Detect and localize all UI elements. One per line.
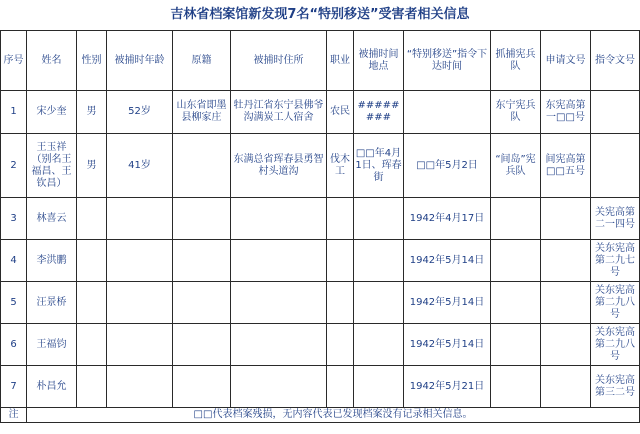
cell-sex	[77, 240, 107, 282]
cell-name: 宋少奎	[27, 91, 77, 134]
cell-sex	[77, 282, 107, 324]
cell-sex	[77, 198, 107, 240]
cell-sex: 男	[77, 91, 107, 134]
cell-residence	[231, 282, 327, 324]
cell-order-time: 1942年5月21日	[404, 366, 491, 408]
cell-origin	[173, 366, 231, 408]
cell-origin: 山东省即墨县柳家庄	[173, 91, 231, 134]
cell-job: 伐木工	[327, 134, 354, 198]
cell-arrest: □□年4月1日、珲春街	[354, 134, 404, 198]
cell-origin	[173, 282, 231, 324]
col-header-no: 序号	[1, 31, 27, 91]
col-header-order-time: “特别移送”指令下达时间	[404, 31, 491, 91]
cell-residence	[231, 240, 327, 282]
cell-unit	[491, 282, 541, 324]
cell-order-no: 关宪高第二一四号	[591, 198, 640, 240]
cell-age	[107, 324, 173, 366]
cell-job	[327, 282, 354, 324]
cell-residence	[231, 324, 327, 366]
cell-unit	[491, 198, 541, 240]
table-row	[1, 240, 640, 282]
cell-age	[107, 240, 173, 282]
cell-apply-no: 间宪高第□□五号	[541, 134, 591, 198]
cell-unit: 东宁宪兵队	[491, 91, 541, 134]
cell-sex	[77, 324, 107, 366]
cell-age: 52岁	[107, 91, 173, 134]
header-row	[1, 31, 640, 91]
cell-unit	[491, 240, 541, 282]
victims-table	[0, 30, 640, 423]
col-header-age: 被捕时年龄	[107, 31, 173, 91]
cell-job	[327, 324, 354, 366]
table-row	[1, 324, 640, 366]
cell-origin	[173, 240, 231, 282]
cell-sex	[77, 366, 107, 408]
cell-order-no: 关东宪高第二九七号	[591, 240, 640, 282]
cell-name: 王福钧	[27, 324, 77, 366]
cell-age: 41岁	[107, 134, 173, 198]
note-row	[1, 408, 640, 423]
cell-age	[107, 198, 173, 240]
cell-arrest	[354, 366, 404, 408]
cell-order-time: 1942年5月14日	[404, 324, 491, 366]
cell-job	[327, 366, 354, 408]
cell-residence	[231, 366, 327, 408]
col-header-job: 职业	[327, 31, 354, 91]
cell-residence	[231, 198, 327, 240]
cell-job	[327, 240, 354, 282]
cell-order-no: 关东宪高第二九八号	[591, 282, 640, 324]
table-row	[1, 282, 640, 324]
table-row	[1, 134, 640, 198]
cell-unit	[491, 366, 541, 408]
cell-order-time: □□年5月2日	[404, 134, 491, 198]
cell-origin	[173, 198, 231, 240]
cell-apply-no: 东宪高第一□□号	[541, 91, 591, 134]
cell-name: 王玉祥（别名王福昌、王钦昌）	[27, 134, 77, 198]
cell-job: 农民	[327, 91, 354, 134]
cell-no: 3	[1, 198, 27, 240]
cell-arrest	[354, 324, 404, 366]
cell-order-time	[404, 91, 491, 134]
cell-order-no: 关东宪高第三二号	[591, 366, 640, 408]
cell-order-time: 1942年5月14日	[404, 282, 491, 324]
col-header-origin: 原籍	[173, 31, 231, 91]
cell-name: 汪景桥	[27, 282, 77, 324]
col-header-order-no: 指令文号	[591, 31, 640, 91]
col-header-residence: 被捕时住所	[231, 31, 327, 91]
table-row	[1, 366, 640, 408]
cell-order-no: 关东宪高第二九八号	[591, 324, 640, 366]
cell-name: 李洪鹏	[27, 240, 77, 282]
table-row	[1, 198, 640, 240]
col-header-name: 姓名	[27, 31, 77, 91]
cell-residence: 牡丹江省东宁县佛爷沟满炭工人宿舍	[231, 91, 327, 134]
cell-no: 6	[1, 324, 27, 366]
cell-no: 4	[1, 240, 27, 282]
cell-arrest	[354, 240, 404, 282]
note-text: □□代表档案残损，无内容代表已发现档案没有记录相关信息。	[27, 408, 640, 423]
cell-age	[107, 366, 173, 408]
cell-no: 5	[1, 282, 27, 324]
cell-origin	[173, 134, 231, 198]
cell-order-time: 1942年5月14日	[404, 240, 491, 282]
cell-origin	[173, 324, 231, 366]
cell-arrest	[354, 198, 404, 240]
cell-name: 林喜云	[27, 198, 77, 240]
col-header-unit: 抓捕宪兵队	[491, 31, 541, 91]
cell-order-time: 1942年4月17日	[404, 198, 491, 240]
cell-no: 1	[1, 91, 27, 134]
col-header-apply-no: 申请文号	[541, 31, 591, 91]
cell-residence: 东满总省珲春县勇智村头道沟	[231, 134, 327, 198]
cell-age	[107, 282, 173, 324]
col-header-sex: 性别	[77, 31, 107, 91]
cell-unit: “间岛”宪兵队	[491, 134, 541, 198]
cell-order-no	[591, 91, 640, 134]
cell-apply-no	[541, 324, 591, 366]
cell-no: 2	[1, 134, 27, 198]
cell-job	[327, 198, 354, 240]
cell-name: 朴昌允	[27, 366, 77, 408]
cell-unit	[491, 324, 541, 366]
cell-arrest	[354, 282, 404, 324]
cell-apply-no	[541, 198, 591, 240]
table-row	[1, 91, 640, 134]
cell-arrest: ########	[354, 91, 404, 134]
cell-sex: 男	[77, 134, 107, 198]
cell-no: 7	[1, 366, 27, 408]
cell-apply-no	[541, 240, 591, 282]
cell-order-no	[591, 134, 640, 198]
cell-apply-no	[541, 366, 591, 408]
sheet-title: 吉林省档案馆新发现7名“特别移送”受害者相关信息	[170, 7, 470, 22]
col-header-arrest: 被捕时间地点	[354, 31, 404, 91]
note-label: 注	[1, 408, 27, 423]
cell-apply-no	[541, 282, 591, 324]
